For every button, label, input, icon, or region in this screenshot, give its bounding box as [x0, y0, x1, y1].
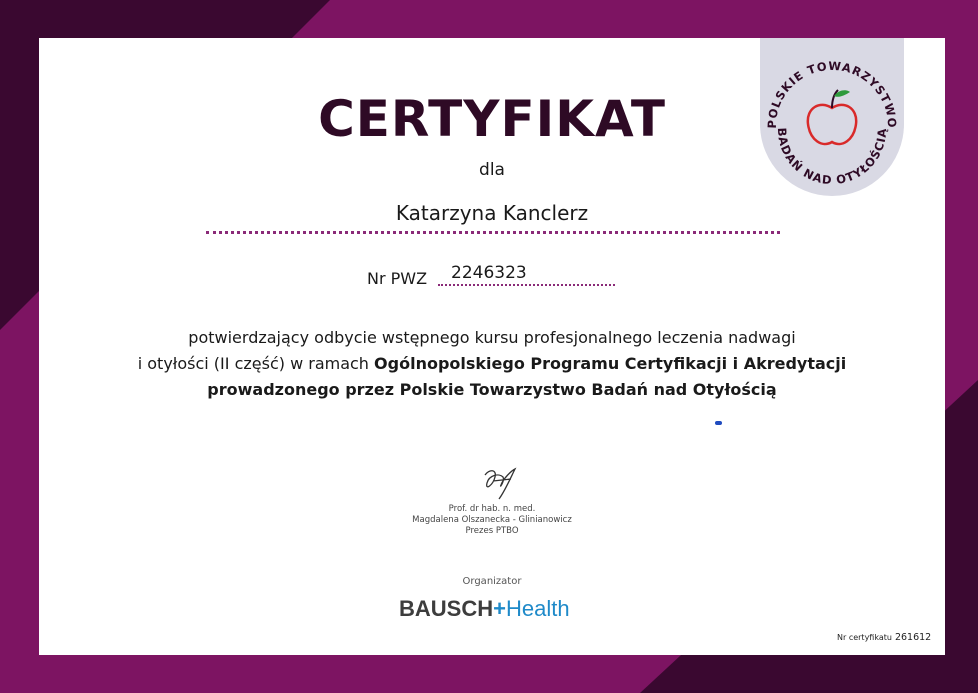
- recipient-name: Katarzyna Kanclerz: [395, 201, 589, 225]
- description-line-2-regular: i otyłości (II część) w ramach: [137, 354, 375, 373]
- logo-part-bausch: BAUSCH: [399, 596, 494, 621]
- handwritten-signature: [419, 463, 569, 503]
- logo-part-health: Health: [505, 596, 570, 621]
- certificate-number-label: Nr certyfikatu: [837, 633, 892, 642]
- pwz-underline: [438, 284, 615, 286]
- pwz-label: Nr PWZ: [367, 269, 428, 288]
- description-line-3-bold: prowadzonego przez Polskie Towarzystwo Badań nad Otyłością: [207, 380, 777, 399]
- description-line-2: [39, 351, 945, 377]
- description-line-2-bold: Ogólnopolskiego Programu Certyfikacji i Akredytacji: [374, 354, 847, 373]
- pwz-number: 2246323: [451, 263, 527, 283]
- description-line-1: potwierdzający odbycie wstępnego kursu profesjonalnego leczenia nadwagi: [188, 328, 796, 347]
- name-underline: [206, 231, 780, 234]
- signatory-role: Prezes PTBO: [465, 526, 519, 536]
- certificate-title: CERTYFIKAT: [318, 90, 666, 148]
- organizer-label: Organizator: [462, 576, 522, 587]
- description-line-3: [39, 377, 945, 403]
- certificate-number: [837, 632, 931, 643]
- signatory-block: [39, 504, 945, 537]
- svg-text:BADAŃ NAD OTYŁOŚCIĄ: BADAŃ NAD OTYŁOŚCIĄ: [774, 127, 890, 188]
- certificate-description: [39, 325, 945, 403]
- bausch-health-logo: [399, 596, 570, 622]
- certificate-card: [39, 38, 945, 655]
- signatory-name: Magdalena Olszanecka - Glinianowicz: [412, 515, 572, 525]
- ink-dot: [715, 421, 722, 425]
- certificate-number-value: 261612: [894, 632, 932, 643]
- logo-plus-icon: +: [493, 596, 506, 621]
- svg-text:POLSKIE TOWARZYSTWO: POLSKIE TOWARZYSTWO: [764, 58, 900, 129]
- for-label: dla: [479, 160, 505, 180]
- signatory-title: Prof. dr hab. n. med.: [448, 504, 536, 514]
